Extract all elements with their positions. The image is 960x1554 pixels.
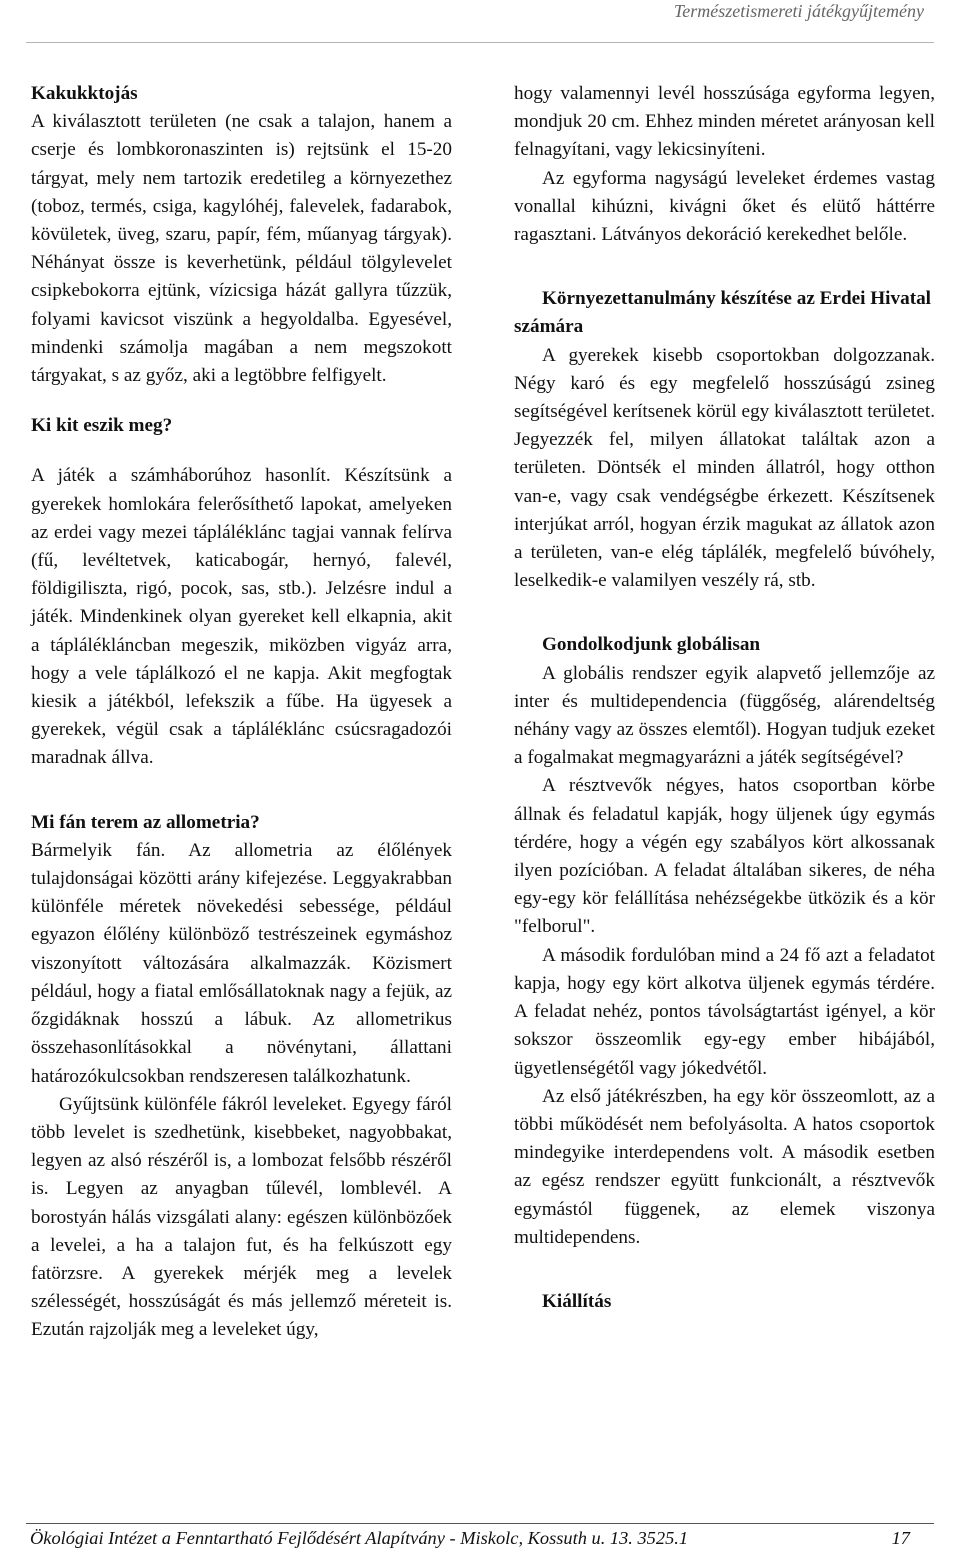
paragraph: Az egyforma nagyságú leveleket érdemes vastag vonallal kihúzni, kivágni őket és elütő háttérre ragasztani. Látványos dekoráció kerekedhet belőle.: [514, 167, 935, 246]
paragraph: A gyerekek kisebb csoportokban dolgozzanak. Négy karó és egy megfelelő hosszúságú zsineg segítségével kerítsenek körül egy kiválasztott területet. Jegyezzék fel, milyen állatokat találtak azon a területen. Döntsék el minden állatról, hogy otthon van-e, vagy csak vendégségbe érkezett. Készítsenek interjúkat arról, hogyan érzik magukat az állatok azon a területen, van-e elég táplálék, megfelelő búvóhely, leselkedik-e valamilyen veszély rá, stb.: [514, 344, 935, 592]
spacer: [31, 440, 452, 462]
paragraph: Gyűjtsünk különféle fákról leveleket. Egyegy fáról több levelet is szedhetünk, kisebbeket, nagyobbakat, legyen az alsó részéről is, a lombozat felsőbb részéről is. Legyen az anyagban tűlevél, lomblevél. A borostyán hálás vizsgálati alany: egészen különbözőek a levelei, a ha a talajon fut, és ha felkúszott egy fatörzsre. A gyerekek mérjék meg a levelek szélességét, hosszúságát és más jellemző méreteit is. Ezután rajzolják meg a leveleket úgy,: [31, 1093, 452, 1341]
footer-publisher: Ökológiai Intézet a Fenntartható Fejlődésért Alapítvány - Miskolc, Kossuth u. 13. 3525.1: [30, 1528, 689, 1548]
running-header-title: Természetismereti játékgyűjtemény: [673, 1, 924, 21]
section-title-ki-kit-eszik: Ki kit eszik meg?: [31, 415, 173, 437]
paragraph: A második fordulóban mind a 24 fő azt a feladatot kapja, hogy egy kört alkotva üljenek egymás térdére. A feladat nehéz, pontos távolságtartást igényel, a kör sokszor összeomlik egy-egy ember hibájából, ügyetlenségétől vagy jókedvétől.: [514, 944, 935, 1079]
spacer: [31, 390, 452, 412]
spacer: [514, 1252, 935, 1288]
paragraph: A résztvevők négyes, hatos csoportban körbe állnak és feladatul kapják, hogy üljenek úgy egymás térdére, hogy a végén egy szabályos kört alkossanak ilyen pozícióban. A feladat általában sikeres, de néha egy-egy kör felállítása nehézségekbe ütközik és a kör "felborul".: [514, 775, 935, 938]
paragraph: hogy valamennyi levél hosszúsága egyforma legyen, mondjuk 20 cm. Ehhez minden méretet arányosan kell felnagyítani, vagy lekicsinyíteni.: [514, 83, 935, 161]
paragraph: Az első játékrészben, ha egy kör összeomlott, az a többi működését nem befolyásolta. A hatos csoportok mindegyike interdependens volt. A második esetben az egész rendszer együtt funkcionált, a résztvevők egymástól függenek, az elemek viszonya multidependens.: [514, 1085, 935, 1248]
spacer: [514, 595, 935, 631]
page-number: 17: [891, 1528, 910, 1548]
section-title-kiallitas: Kiállítás: [542, 1290, 612, 1312]
spacer: [514, 249, 935, 285]
paragraph: Bármelyik fán. Az allometria az élőlények tulajdonságai közötti arány kifejezése. Leggyakrabban különféle méretek növekedési sebessége, például egyazon élőlény különböző testrészeinek egymáshoz viszonyított változására alkalmazzák. Közismert például, hogy a fiatal emlősállatoknak nagy a fejük, az őzgidáknak hosszú a lábuk. Az allometrikus összehasonlításokkal a növénytani, állattani határozókulcsokban rendszeresen találkozhatunk.: [31, 839, 452, 1087]
left-column: [31, 80, 452, 1345]
section-title-gondolkodjunk: Gondolkodjunk globálisan: [542, 634, 761, 656]
paragraph: A játék a számháborúhoz hasonlít. Készítsünk a gyerekek homlokára felerősíthető lapokat, amelyeken az erdei vagy mezei tápláléklánc tagjai vannak felírva (fű, levéltetvek, katicabogár, hernyó, falevél, földigiliszta, rigó, pocok, sas, stb.). Jelzésre indul a játék. Mindenkinek olyan gyereket kell elkapnia, akit a táplálékláncban megeszik, miközben vigyáz arra, hogy a vele táplálkozó el ne kapja. Akit megfogtak kiesik a játékból, lefekszik a fűbe. Ha ügyesek a gyerekek, végül csak a tápláléklánc csúcsragadozói maradnak állva.: [31, 465, 452, 769]
running-header: [0, 0, 960, 44]
spacer: [31, 773, 452, 809]
section-title-kakukktojas: Kakukktojás: [31, 83, 138, 104]
header-divider: [26, 42, 934, 43]
page-footer: [30, 1524, 910, 1554]
right-column: [514, 80, 935, 1316]
paragraph: A globális rendszer egyik alapvető jellemzője az inter és multidependencia (függőség, alárendeltség néhány vagy az összes elemtől). Hogyan tudjuk ezeket a fogalmakat megmagyarázni a játék segítségével?: [514, 662, 935, 769]
section-title-kornyezettanulmany: Környezettanulmány készítése az Erdei Hivatal számára: [514, 288, 932, 338]
paragraph: A kiválasztott területen (ne csak a talajon, hanem a cserje és lombkoronaszinten is) rejtsünk el 15-20 tárgyat, mely nem tartozik eredetileg a környezethez (toboz, termés, csiga, kagylóhéj, falevelek, fadarabok, kövületek, üveg, szaru, papír, fém, műanyag tárgyak). Néhányat össze is keverhetünk, például tölgylevelet csipkebokorra ejtünk, vízicsiga házát gallyra tűzzük, folyami kavicsot viszünk a hegyoldalba. Egyesével, mindenki számolja magában a nem megszokott tárgyakat, s az győz, aki a legtöbbre felfigyelt.: [31, 111, 452, 387]
section-title-allometria: Mi fán terem az allometria?: [31, 811, 260, 833]
